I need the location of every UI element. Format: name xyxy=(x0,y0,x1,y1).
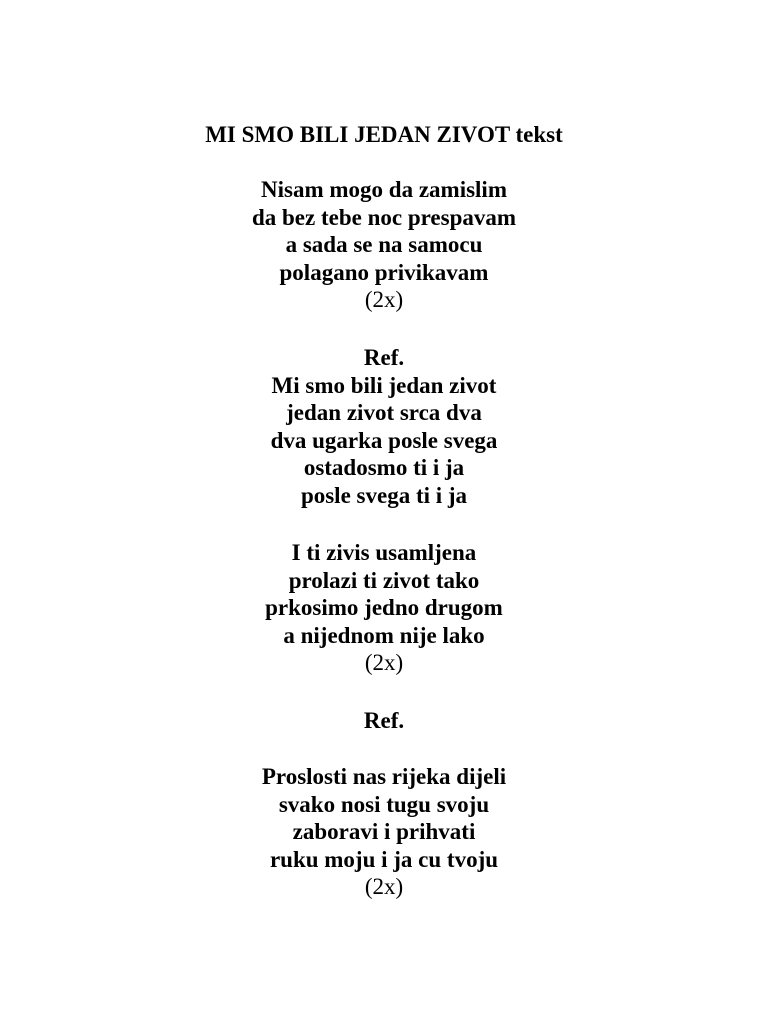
verse-line: prkosimo jedno drugom xyxy=(265,595,503,620)
verse-line: polagano privikavam xyxy=(279,259,489,285)
verse-line: zaboravi i prihvati xyxy=(292,819,476,844)
song-title: MI SMO BILI JEDAN ZIVOT tekst xyxy=(205,122,563,147)
refrain-line: Mi smo bili jedan zivot xyxy=(271,372,497,398)
verse-line: a sada se na samocu xyxy=(285,232,483,257)
verse-line: I ti zivis usamljena xyxy=(291,540,477,565)
repeat-marker: (2x) xyxy=(364,874,404,899)
refrain-line: ostadosmo ti i ja xyxy=(303,455,465,480)
repeat-marker: (2x) xyxy=(364,287,404,312)
repeat-marker: (2x) xyxy=(364,650,404,675)
refrain-label: Ref. xyxy=(363,345,405,370)
verse-line: ruku moju i ja cu tvoju xyxy=(269,846,499,872)
refrain-line: jedan zivot srca dva xyxy=(286,400,482,425)
refrain xyxy=(0,344,768,509)
verse-line: da bez tebe noc prespavam xyxy=(251,204,517,230)
refrain-label: Ref. xyxy=(363,708,405,733)
refrain-marker xyxy=(0,707,768,735)
verse-line: Nisam mogo da zamislim xyxy=(261,177,507,202)
verse-line: a nijednom nije lako xyxy=(283,622,485,648)
verse-line: Proslosti nas rijeka dijeli xyxy=(261,764,507,789)
verse-3 xyxy=(0,763,768,901)
verse-line: svako nosi tugu svoju xyxy=(278,791,490,817)
refrain-line: posle svega ti i ja xyxy=(300,482,468,508)
verse-2 xyxy=(0,539,768,677)
refrain-line: dva ugarka posle svega xyxy=(270,427,498,453)
verse-line: prolazi ti zivot tako xyxy=(288,567,480,593)
verse-1 xyxy=(0,176,768,314)
